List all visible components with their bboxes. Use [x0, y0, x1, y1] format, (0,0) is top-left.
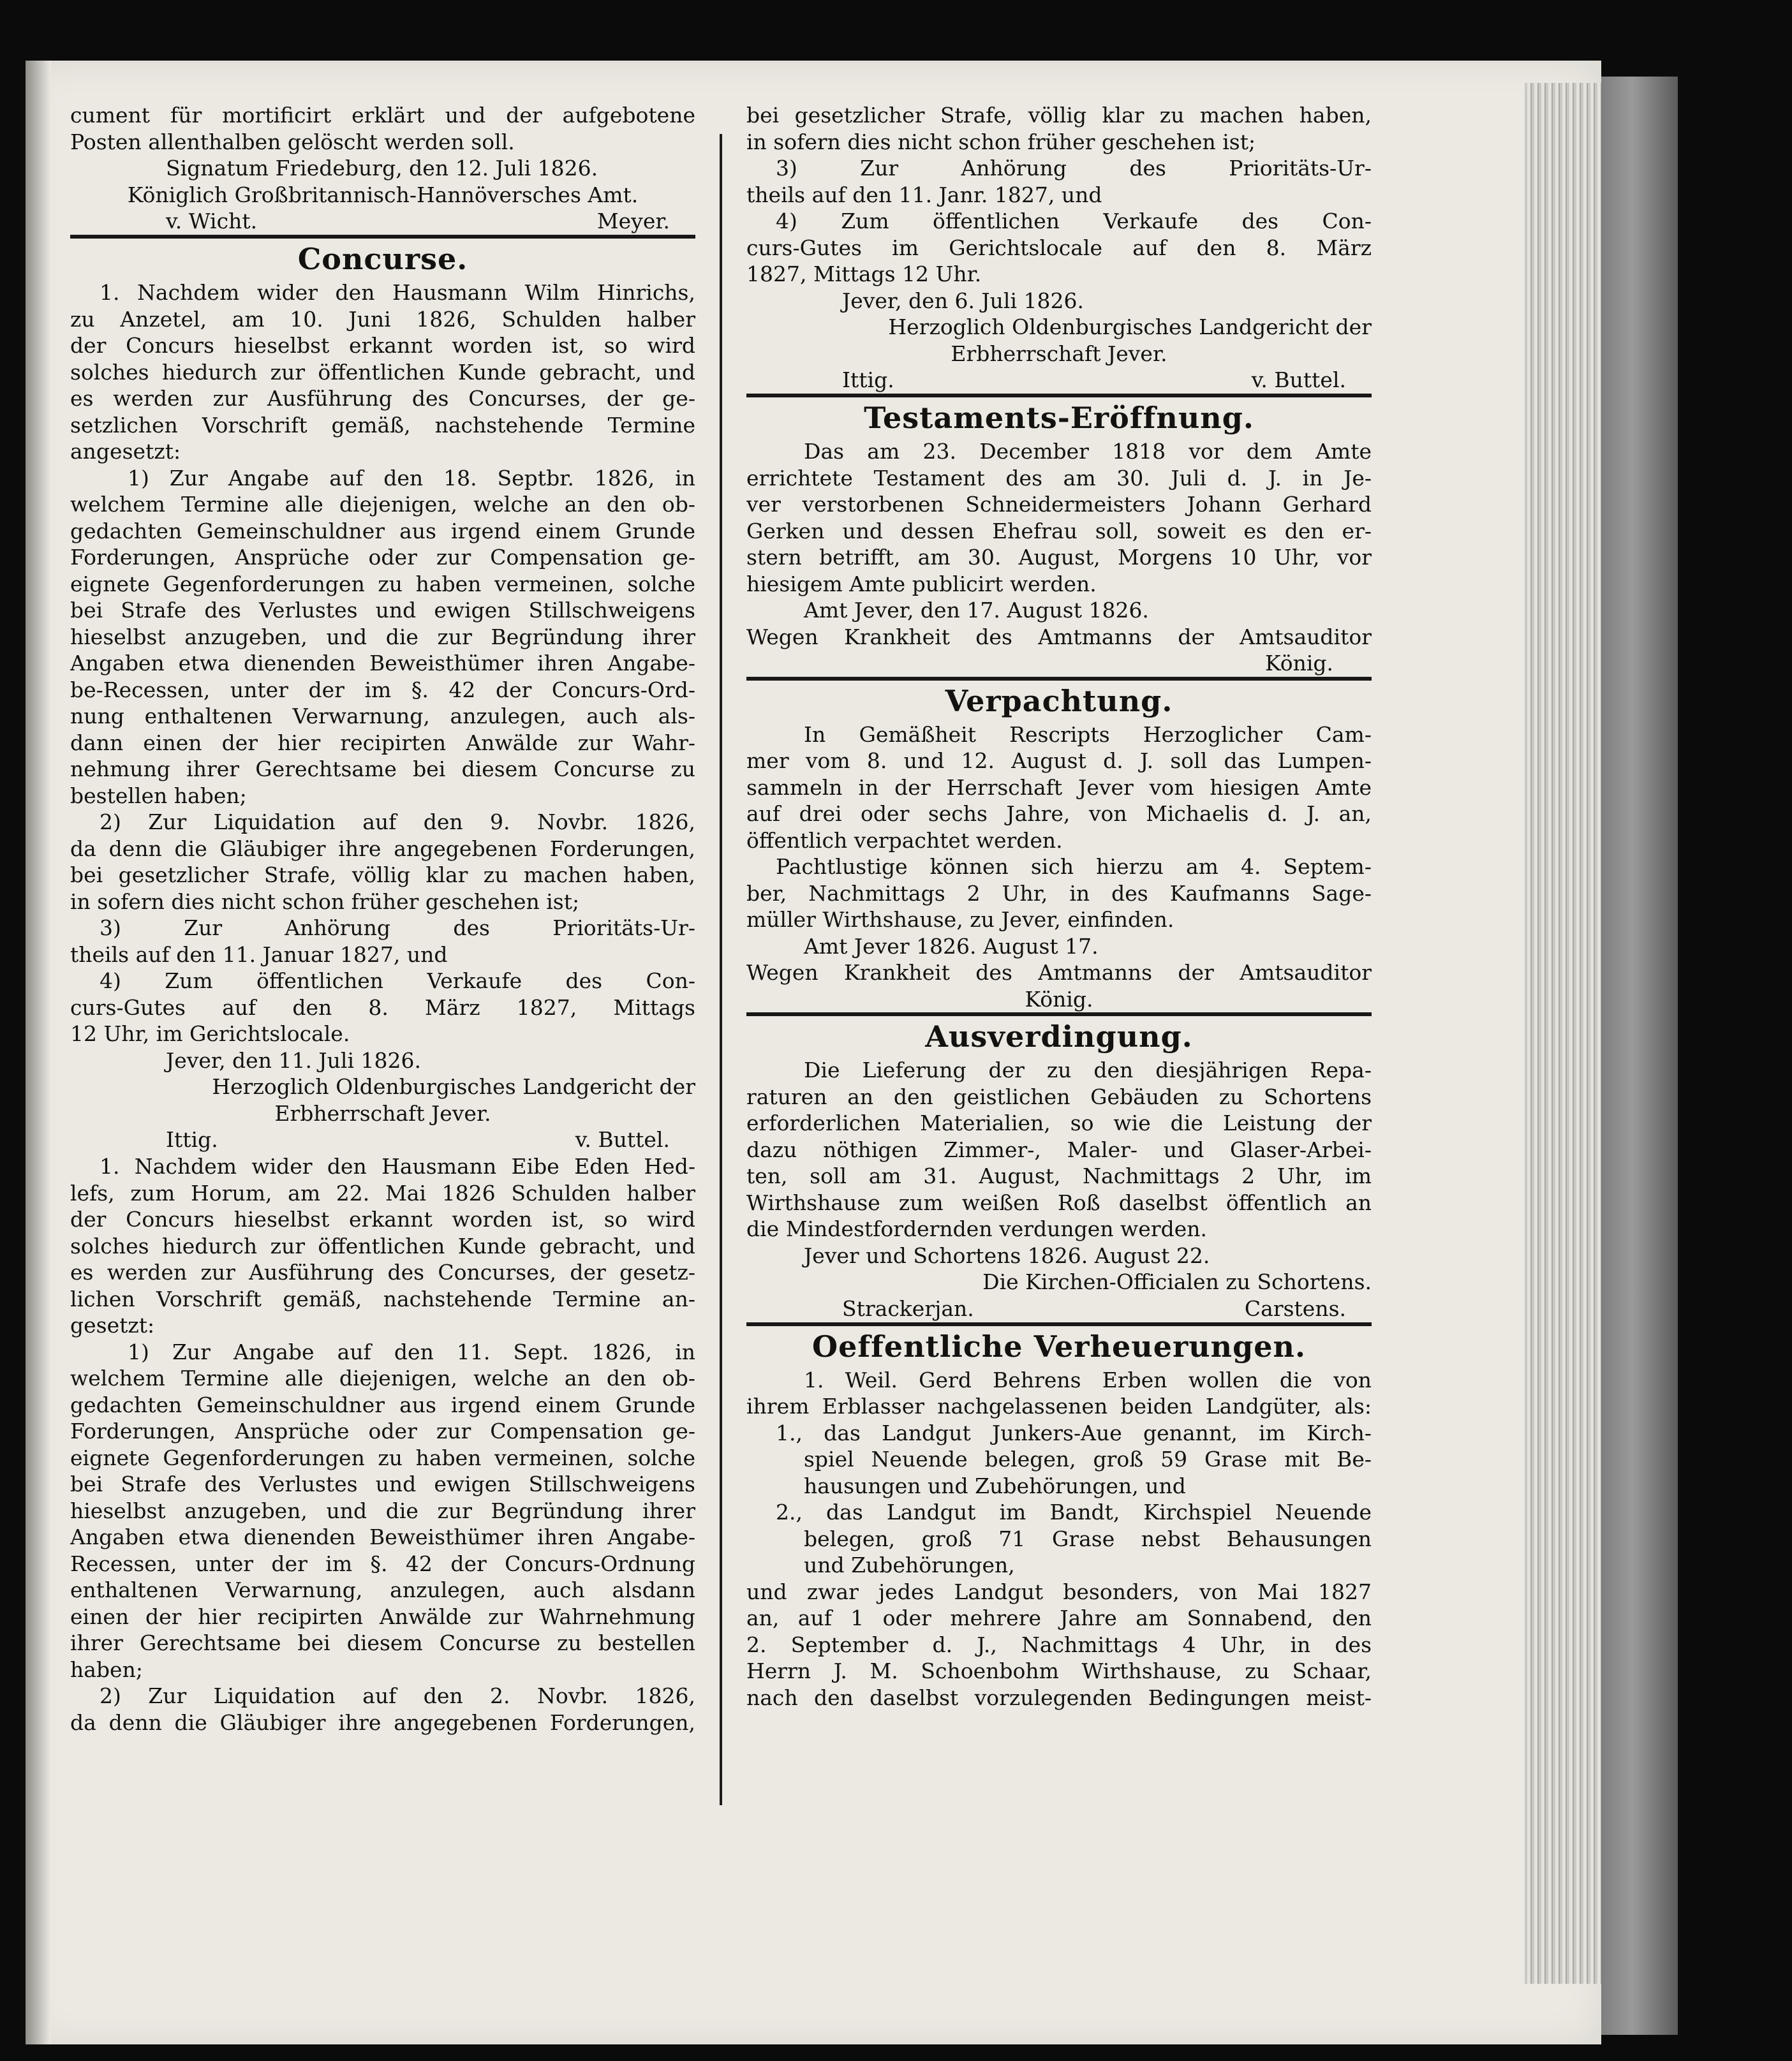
- text-line: dann einen der hier recipirten Anwälde zur Wahr-: [70, 730, 695, 755]
- section-heading: Ausverdingung.: [925, 1019, 1193, 1054]
- signer: v. Buttel.: [575, 1127, 670, 1152]
- text-line: in sofern dies nicht schon früher geschehen ist;: [746, 129, 1256, 154]
- signers: [70, 1127, 695, 1153]
- text-line: nach den daselbst vorzulegenden Bedingungen meist-: [746, 1685, 1372, 1710]
- signers: [746, 367, 1372, 394]
- text-line: Recessen, unter der im §. 42 der Concurs-Ordnung: [70, 1551, 695, 1576]
- text-line: 1) Zur Angabe auf den 11. Sept. 1826, in: [128, 1339, 695, 1364]
- text-line: öffentlich verpachtet werden.: [746, 827, 1063, 853]
- text-line: 2., das Landgut im Bandt, Kirchspiel Neuende: [776, 1500, 1372, 1525]
- text-line: eignete Gegenforderungen zu haben vermeinen, solche: [70, 1445, 695, 1470]
- testament-notice: [746, 438, 1372, 677]
- text-line: 3) Zur Anhörung des Prioritäts-Ur-: [776, 156, 1372, 181]
- text-line: und zwar jedes Landgut besonders, von Mai 1827: [746, 1579, 1372, 1604]
- text-line: angesetzt:: [70, 439, 181, 464]
- text-line: ten, soll am 31. August, Nachmittags 2 Uhr, im: [746, 1163, 1372, 1188]
- verpachtung-notice: [746, 721, 1372, 1013]
- section-heading: Oeffentliche Verheuerungen.: [812, 1329, 1306, 1364]
- text-line: bei Strafe des Verlustes und ewigen Stillschweigens: [70, 1472, 695, 1496]
- text-line: Das am 23. December 1818 vor dem Amte: [804, 439, 1372, 464]
- text-line: curs-Gutes im Gerichtslocale auf den 8. März: [746, 235, 1372, 260]
- signers: [746, 1296, 1372, 1322]
- authority: Erbherrschaft Jever.: [274, 1100, 491, 1126]
- text-line: hausungen und Zubehörungen, und: [804, 1473, 1186, 1498]
- text-line: nung enthaltenen Verwarnung, anzulegen, auch als-: [70, 704, 695, 728]
- text-line: 2) Zur Liquidation auf den 2. Novbr. 1826,: [100, 1683, 695, 1708]
- date-line: Amt Jever 1826. August 17.: [804, 933, 1099, 959]
- text-line: cument für mortificirt erklärt und der aufgebotene: [70, 103, 695, 128]
- text-line: Pachtlustige können sich hierzu am 4. Septem-: [776, 854, 1372, 879]
- text-line: Angaben etwa dienenden Beweisthümer ihren Angabe-: [70, 1525, 695, 1549]
- text-line: gedachten Gemeinschuldner aus irgend einem Grunde: [70, 1392, 695, 1417]
- text-line: hieselbst anzugeben, und die zur Begründung ihrer: [70, 1498, 695, 1523]
- text-line: bei gesetzlicher Strafe, völlig klar zu machen haben,: [746, 103, 1372, 128]
- text-line: da denn die Gläubiger ihre angegebenen Forderungen,: [70, 836, 695, 861]
- text-line: theils auf den 11. Januar 1827, und: [70, 942, 448, 967]
- date-line: Jever und Schortens 1826. August 22.: [804, 1243, 1210, 1268]
- text-line: 1., das Landgut Junkers-Aue genannt, im Kirch-: [776, 1420, 1372, 1445]
- text-line: Posten allenthalben gelöscht werden soll.: [70, 129, 515, 154]
- signatum: Signatum Friedeburg, den 12. Juli 1826.: [166, 156, 598, 181]
- signer: Strackerjan.: [842, 1296, 974, 1321]
- text-line: sammeln in der Herrschaft Jever vom hiesigen Amte: [746, 774, 1372, 800]
- text-line: eignete Gegenforderungen zu haben vermeinen, solche: [70, 571, 695, 596]
- signer: König.: [1264, 651, 1333, 676]
- gutter-shadow: [26, 61, 51, 2044]
- text-line: raturen an den geistlichen Gebäuden zu Schortens: [746, 1084, 1372, 1109]
- authority: Herzoglich Oldenburgisches Landgericht der: [888, 314, 1372, 339]
- column-divider: [720, 134, 722, 1805]
- text-line: zu Anzetel, am 10. Juni 1826, Schulden halber: [70, 306, 695, 332]
- section-heading: Testaments-Eröffnung.: [864, 401, 1254, 435]
- authority: Die Kirchen-Officialen zu Schortens.: [982, 1269, 1372, 1294]
- text-line: der Concurs hieselbst erkannt worden ist, so wird: [70, 1207, 695, 1232]
- verheuerungen-notice: [746, 1367, 1372, 1711]
- text-line: gesetzt:: [70, 1313, 155, 1338]
- text-line: gedachten Gemeinschuldner aus irgend einem Grunde: [70, 518, 695, 543]
- text-line: 4) Zum öffentlichen Verkaufe des Con-: [776, 209, 1372, 233]
- page-edges: [1525, 83, 1601, 1984]
- text-line: 12 Uhr, im Gerichtslocale.: [70, 1021, 350, 1046]
- text-line: auf drei oder sechs Jahre, von Michaelis d. J. an,: [746, 801, 1372, 826]
- text-line: die Mindestfordernden verdungen werden.: [746, 1216, 1208, 1241]
- text-line: 3) Zur Anhörung des Prioritäts-Ur-: [100, 915, 695, 940]
- text-line: einen der hier recipirten Anwälde zur Wahrnehmung: [70, 1604, 695, 1629]
- concurse-entry-2: [70, 1153, 695, 1736]
- text-line: in sofern dies nicht schon früher geschehen ist;: [70, 889, 580, 914]
- concurse-entry-1: [70, 279, 695, 1153]
- text-line: Wirthshause zum weißen Roß daselbst öffentlich an: [746, 1190, 1372, 1215]
- text-line: hiesigem Amte publicirt werden.: [746, 571, 1097, 596]
- date-line: Amt Jever, den 17. August 1826.: [804, 598, 1149, 623]
- authority: Wegen Krankheit des Amtmanns der Amtsauditor: [746, 624, 1372, 649]
- text-line: theils auf den 11. Janr. 1827, und: [746, 182, 1102, 207]
- text-line: 1. Nachdem wider den Hausmann Wilm Hinrichs,: [100, 280, 695, 305]
- text-line: Forderungen, Ansprüche oder zur Compensation ge-: [70, 545, 695, 570]
- text-line: und Zubehörungen,: [804, 1553, 1015, 1577]
- text-line: bei gesetzlicher Strafe, völlig klar zu machen haben,: [70, 862, 695, 887]
- authority: Königlich Großbritannisch-Hannöversches Amt.: [127, 182, 639, 207]
- section-heading: Concurse.: [297, 242, 468, 276]
- text-line: es werden zur Ausführung des Concurses, der ge-: [70, 386, 695, 411]
- signers: [70, 208, 695, 235]
- text-line: Die Lieferung der zu den diesjährigen Repa-: [804, 1058, 1372, 1082]
- text-line: lefs, zum Horum, am 22. Mai 1826 Schulden halber: [70, 1180, 695, 1206]
- text-line: Forderungen, Ansprüche oder zur Compensation ge-: [70, 1419, 695, 1444]
- text-line: setzlichen Vorschrift gemäß, nachstehende Termine: [70, 412, 695, 438]
- signer: v. Wicht.: [166, 209, 258, 233]
- text-line: haben;: [70, 1657, 143, 1682]
- text-line: solches hiedurch zur öffentlichen Kunde gebracht, und: [70, 359, 695, 385]
- text-line: 1827, Mittags 12 Uhr.: [746, 262, 982, 286]
- text-line: nehmung ihrer Gerechtsame bei diesem Concurse zu: [70, 757, 695, 781]
- signer: Meyer.: [596, 209, 670, 233]
- text-line: müller Wirthshause, zu Jever, einfinden.: [746, 907, 1174, 932]
- text-line: dazu nöthigen Zimmer-, Maler- und Glaser-Arbei-: [746, 1137, 1372, 1162]
- text-line: welchem Termine alle diejenigen, welche an den ob-: [70, 492, 695, 517]
- text-line: es werden zur Ausführung des Concurses, der gesetz-: [70, 1260, 695, 1285]
- text-line: spiel Neuende belegen, groß 59 Grase mit Be-: [804, 1447, 1372, 1472]
- signer: Carstens.: [1244, 1296, 1346, 1321]
- text-line: Gerken und dessen Ehefrau soll, soweit es den er-: [746, 518, 1372, 543]
- date-line: Jever, den 6. Juli 1826.: [842, 288, 1084, 313]
- text-line: 4) Zum öffentlichen Verkaufe des Con-: [100, 968, 695, 993]
- text-line: der Concurs hieselbst erkannt worden ist, so wird: [70, 333, 695, 358]
- ausverdingung-notice: [746, 1057, 1372, 1322]
- text-line: errichtete Testament des am 30. Juli d. J. in Je-: [746, 465, 1372, 491]
- section-heading: Verpachtung.: [945, 683, 1173, 718]
- text-line: 1. Weil. Gerd Behrens Erben wollen die von: [804, 1367, 1372, 1392]
- text-line: 2. September d. J., Nachmittags 4 Uhr, in des: [746, 1632, 1372, 1657]
- date-line: Jever, den 11. Juli 1826.: [166, 1047, 421, 1073]
- text-line: erforderlichen Materialien, so wie die Leistung der: [746, 1111, 1372, 1135]
- text-line: hieselbst anzugeben, und die zur Begründung ihrer: [70, 624, 695, 649]
- text-line: be-Recessen, unter der im §. 42 der Concurs-Ord-: [70, 677, 695, 702]
- right-column: [746, 102, 1372, 1711]
- text-line: ihrer Gerechtsame bei diesem Concurse zu bestellen: [70, 1630, 695, 1655]
- text-line: curs-Gutes auf den 8. März 1827, Mittags: [70, 994, 695, 1020]
- text-line: ber, Nachmittags 2 Uhr, in des Kaufmanns Sage-: [746, 880, 1372, 906]
- text-line: In Gemäßheit Rescripts Herzoglicher Cam-: [804, 721, 1372, 747]
- signer: König.: [1025, 986, 1093, 1012]
- text-line: mer vom 8. und 12. August d. J. soll das Lumpen-: [746, 748, 1372, 773]
- text-line: da denn die Gläubiger ihre angegebenen Forderungen,: [70, 1710, 695, 1735]
- text-line: solches hiedurch zur öffentlichen Kunde gebracht, und: [70, 1233, 695, 1259]
- signer: Ittig.: [842, 367, 894, 392]
- text-line: welchem Termine alle diejenigen, welche an den ob-: [70, 1366, 695, 1391]
- authority: Herzoglich Oldenburgisches Landgericht der: [212, 1074, 695, 1099]
- authority: Wegen Krankheit des Amtmanns der Amtsauditor: [746, 960, 1372, 985]
- text-line: bestellen haben;: [70, 783, 247, 808]
- authority: Erbherrschaft Jever.: [951, 341, 1167, 366]
- top-notice: [70, 102, 695, 235]
- text-line: lichen Vorschrift gemäß, nachstehende Termine an-: [70, 1286, 695, 1311]
- text-line: Herrn J. M. Schoenbohm Wirthshause, zu Schaar,: [746, 1658, 1372, 1683]
- signer: Ittig.: [166, 1127, 218, 1152]
- left-column: [70, 102, 695, 1736]
- text-line: enthaltenen Verwarnung, anzulegen, auch alsdann: [70, 1577, 695, 1602]
- text-line: stern betrifft, am 30. August, Morgens 10 Uhr, vor: [746, 545, 1372, 570]
- text-line: 2) Zur Liquidation auf den 9. Novbr. 1826,: [100, 809, 695, 834]
- text-line: bei Strafe des Verlustes und ewigen Stillschweigens: [70, 598, 695, 623]
- book-cover: [1601, 77, 1678, 2035]
- text-line: 1) Zur Angabe auf den 18. Septbr. 1826, in: [128, 465, 695, 491]
- continuation: [746, 102, 1372, 394]
- text-line: an, auf 1 oder mehrere Jahre am Sonnabend, den: [746, 1606, 1372, 1630]
- text-line: ihrem Erblasser nachgelassenen beiden Landgüter, als:: [746, 1394, 1372, 1419]
- text-line: Angaben etwa dienenden Beweisthümer ihren Angabe-: [70, 651, 695, 676]
- signer: v. Buttel.: [1251, 367, 1346, 392]
- text-line: ver verstorbenen Schneidermeisters Johann Gerhard: [746, 492, 1372, 517]
- text-line: belegen, groß 71 Grase nebst Behausungen: [804, 1526, 1372, 1551]
- text-line: 1. Nachdem wider den Hausmann Eibe Eden Hed-: [100, 1154, 695, 1179]
